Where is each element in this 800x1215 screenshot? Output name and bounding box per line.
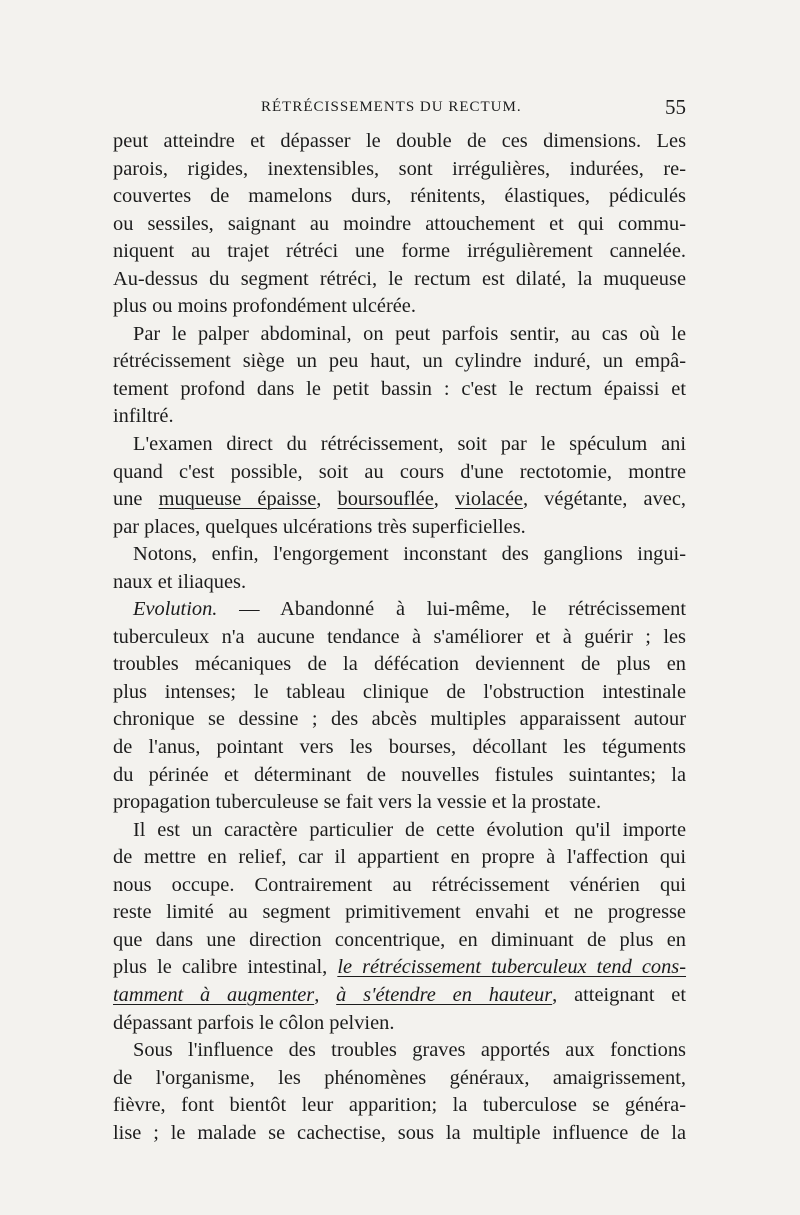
underlined-phrase: violacée: [455, 488, 523, 511]
text-line: infiltré.: [113, 405, 174, 428]
text-line: du périnée et déterminant de nouvelles fistules suintantes; la: [113, 763, 686, 786]
text-line: fièvre, font bientôt leur apparition; la tuberculose se généra-: [113, 1094, 686, 1117]
text-line: naux et iliaques.: [113, 570, 247, 593]
underlined-phrase: muqueuse épaisse: [158, 488, 317, 511]
paragraph: [113, 321, 686, 431]
underlined-italic-phrase: tamment à augmenter: [113, 983, 315, 1006]
text-line: Sous l'influence des troubles graves apportés aux fonctions: [133, 1039, 686, 1062]
text-segment: ,: [316, 488, 338, 511]
text-line: propagation tuberculeuse se fait vers la vessie et la prostate.: [113, 791, 602, 814]
text-line: chronique se dessine ; des abcès multiples apparaissent autour: [113, 708, 686, 731]
text-line: par places, quelques ulcérations très superficielles.: [113, 515, 526, 538]
text-line: tement profond dans le petit bassin : c'est le rectum épaissi et: [113, 377, 686, 400]
text-segment: , végétante, avec,: [522, 488, 686, 511]
text-line: [113, 486, 686, 514]
paragraph: [113, 431, 686, 541]
text-line: Il est un caractère particulier de cette évolution qu'il importe: [133, 818, 686, 841]
text-line: nous occupe. Contrairement au rétrécissement vénérien qui: [113, 873, 686, 896]
body-text: [113, 128, 686, 1147]
text-line: plus ou moins profondément ulcérée.: [113, 295, 416, 318]
text-line: quand c'est possible, soit au cours d'une rectotomie, montre: [113, 460, 686, 483]
underlined-italic-phrase: à s'étendre en hauteur: [336, 983, 553, 1006]
paragraph: [113, 1037, 686, 1147]
underlined-phrase: boursouflée: [337, 488, 434, 511]
text-line: lise ; le malade se cachectise, sous la multiple influence de la: [113, 1121, 686, 1144]
paragraph: [113, 541, 686, 596]
text-line: de l'organisme, les phénomènes généraux, amaigrissement,: [113, 1066, 686, 1089]
text-line: rétrécissement siège un peu haut, un cylindre induré, un empâ-: [113, 350, 686, 373]
paragraph: [113, 128, 686, 321]
text-line: [113, 596, 686, 624]
paragraph: [113, 817, 686, 1037]
running-title: RÉTRÉCISSEMENTS DU RECTUM.: [261, 99, 522, 115]
text-line: Notons, enfin, l'engorgement inconstant des ganglions ingui-: [133, 543, 686, 566]
text-segment: une: [113, 488, 159, 511]
text-segment: plus le calibre intestinal,: [113, 956, 338, 979]
text-line: troubles mécaniques de la défécation deviennent de plus en: [113, 653, 686, 676]
text-line: reste limité au segment primitivement envahi et ne progresse: [113, 901, 686, 924]
text-line: L'examen direct du rétrécissement, soit par le spéculum ani: [133, 433, 686, 456]
text-line: peut atteindre et dépasser le double de ces dimensions. Les: [113, 130, 686, 152]
text-line: de mettre en relief, car il appartient en propre à l'affection qui: [113, 846, 686, 869]
section-label: Evolution.: [133, 598, 218, 621]
underlined-italic-phrase: le rétrécissement tuberculeux tend cons-: [337, 956, 687, 979]
page-header: [113, 95, 686, 123]
text-line: [113, 954, 686, 982]
paragraph: [113, 596, 686, 816]
text-line: niquent au trajet rétréci une forme irrégulièrement cannelée.: [113, 240, 686, 263]
text-line: couvertes de mamelons durs, rénitents, élastiques, pédiculés: [113, 185, 686, 208]
text-line: Au-dessus du segment rétréci, le rectum est dilaté, la muqueuse: [113, 267, 686, 290]
text-line: Par le palper abdominal, on peut parfois sentir, au cas où le: [133, 322, 686, 345]
text-line: parois, rigides, inextensibles, sont irrégulières, indurées, re-: [113, 157, 686, 180]
text-segment: , atteignant et: [552, 983, 687, 1006]
text-segment: ,: [314, 983, 337, 1006]
text-line: ou sessiles, saignant au moindre attouchement et qui commu-: [113, 212, 686, 235]
text-segment: ,: [433, 488, 456, 511]
text-line: plus intenses; le tableau clinique de l'obstruction intestinale: [113, 680, 686, 703]
text-line: tuberculeux n'a aucune tendance à s'améliorer et à guérir ; les: [113, 625, 686, 648]
text-line: dépassant parfois le côlon pelvien.: [113, 1011, 395, 1034]
text-line: de l'anus, pointant vers les bourses, décollant les téguments: [113, 736, 686, 759]
text-segment: — Abandonné à lui-même, le rétrécissement: [217, 598, 686, 621]
page-number: 55: [665, 95, 686, 119]
text-line: [113, 982, 686, 1010]
text-line: que dans une direction concentrique, en diminuant de plus en: [113, 928, 686, 951]
